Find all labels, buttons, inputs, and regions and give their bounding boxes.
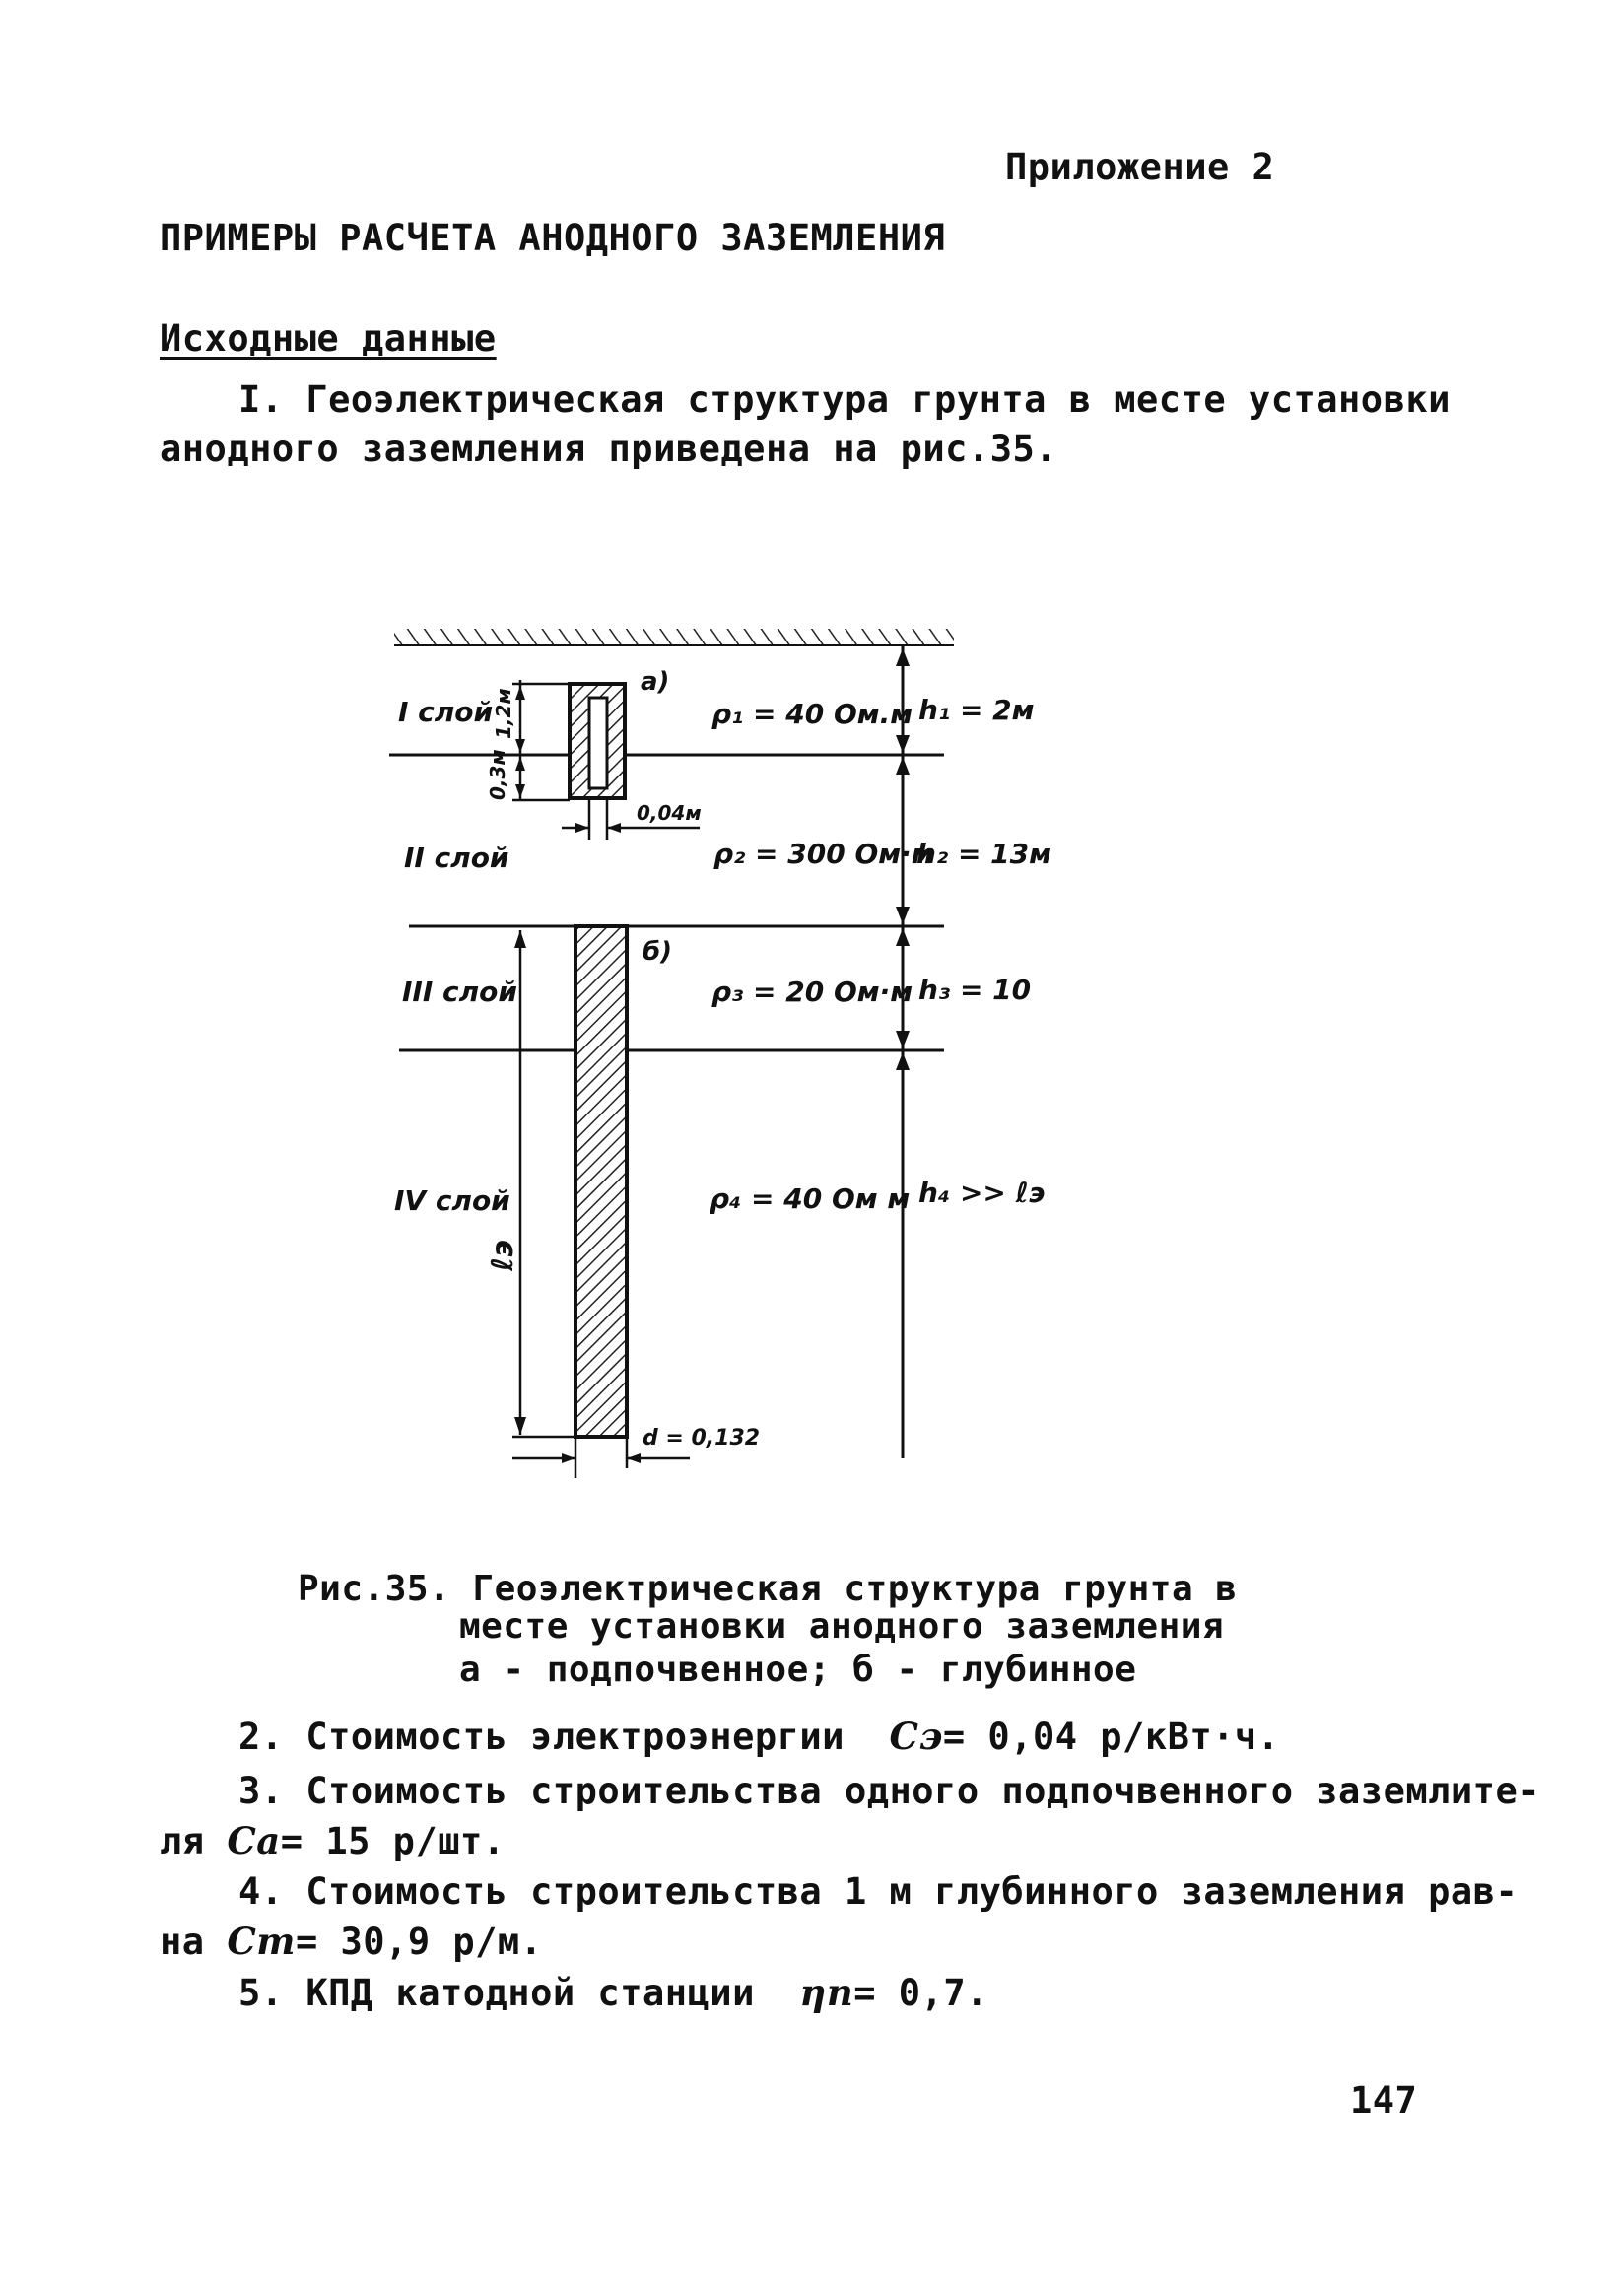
item5-symbol: ηп xyxy=(799,1971,854,2014)
rho3-label: ρ₃ = 20 Ом·м xyxy=(711,976,914,1008)
item1-line1: I. Геоэлектрическая структура грунта в месте установки xyxy=(238,378,1451,421)
caption-line2: месте установки анодного заземления xyxy=(459,1606,1225,1647)
item3-value: = 15 р/шт. xyxy=(280,1820,506,1862)
section-heading: Исходные данные xyxy=(160,317,497,360)
rho2-label: ρ₂ = 300 Ом·м xyxy=(713,838,934,870)
item5-text: 5. КПД катодной станции xyxy=(238,1972,755,2014)
subsoil-electrode xyxy=(570,684,625,798)
deep-electrode xyxy=(575,926,627,1437)
caption-line1: Рис.35. Геоэлектрическая структура грунта в xyxy=(298,1569,1238,1609)
item4-prefix: на xyxy=(160,1921,205,1963)
caption-line3: а - подпочвенное; б - глубинное xyxy=(459,1650,1137,1690)
h1-label: h₁ = 2м xyxy=(918,694,1035,726)
item5-value: = 0,7. xyxy=(853,1972,988,2014)
dim-0-04m: 0,04м xyxy=(637,801,702,825)
item5 xyxy=(238,1971,988,2014)
h2-label: h₂ = 13м xyxy=(916,838,1052,870)
appendix-label: Приложение 2 xyxy=(1005,146,1275,188)
dim-0-3m: 0,3м xyxy=(486,749,509,800)
layer4-label: IV слой xyxy=(394,1184,510,1217)
depth-dimension-line xyxy=(896,646,910,1458)
item4-symbol: Cт xyxy=(227,1920,296,1963)
rho1-label: ρ₁ = 40 Ом.м xyxy=(711,698,914,730)
item2-value: = 0,04 р/кВт·ч. xyxy=(942,1716,1280,1758)
item4-value: = 30,9 р/м. xyxy=(295,1921,543,1963)
ground-surface xyxy=(394,629,954,644)
layer3-label: III слой xyxy=(402,976,517,1008)
item4-line1: 4. Стоимость строительства 1 м глубинного заземления рав- xyxy=(238,1870,1519,1913)
item2-symbol: Cэ xyxy=(889,1715,943,1758)
page-title: ПРИМЕРЫ РАСЧЕТА АНОДНОГО ЗАЗЕМЛЕНИЯ xyxy=(160,217,946,259)
item4-line2 xyxy=(160,1920,543,1963)
layer2-label: II слой xyxy=(404,842,509,874)
rho4-label: ρ₄ = 40 Ом м xyxy=(710,1182,911,1215)
item2-text: 2. Стоимость электроэнергии xyxy=(238,1716,845,1758)
item2 xyxy=(238,1715,1279,1758)
page-number: 147 xyxy=(1350,2079,1418,2122)
dim-d: d = 0,132 xyxy=(643,1426,761,1451)
item1-line2: анодного заземления приведена на рис.35. xyxy=(160,428,1058,470)
dim-1-2m: 1,2м xyxy=(492,688,515,739)
label-b: б) xyxy=(643,937,673,967)
item3-prefix: ля xyxy=(160,1820,205,1862)
dim-le: ℓэ xyxy=(486,1240,520,1271)
item3-line1: 3. Стоимость строительства одного подпочвенного заземлите- xyxy=(238,1770,1541,1812)
label-a: a) xyxy=(641,667,670,697)
item3-line2 xyxy=(160,1819,506,1862)
h3-label: h₃ = 10 xyxy=(918,974,1032,1006)
layer1-label: I слой xyxy=(398,696,494,728)
h4-label: h₄ >> ℓэ xyxy=(918,1177,1046,1209)
item3-symbol: Cа xyxy=(227,1819,281,1862)
